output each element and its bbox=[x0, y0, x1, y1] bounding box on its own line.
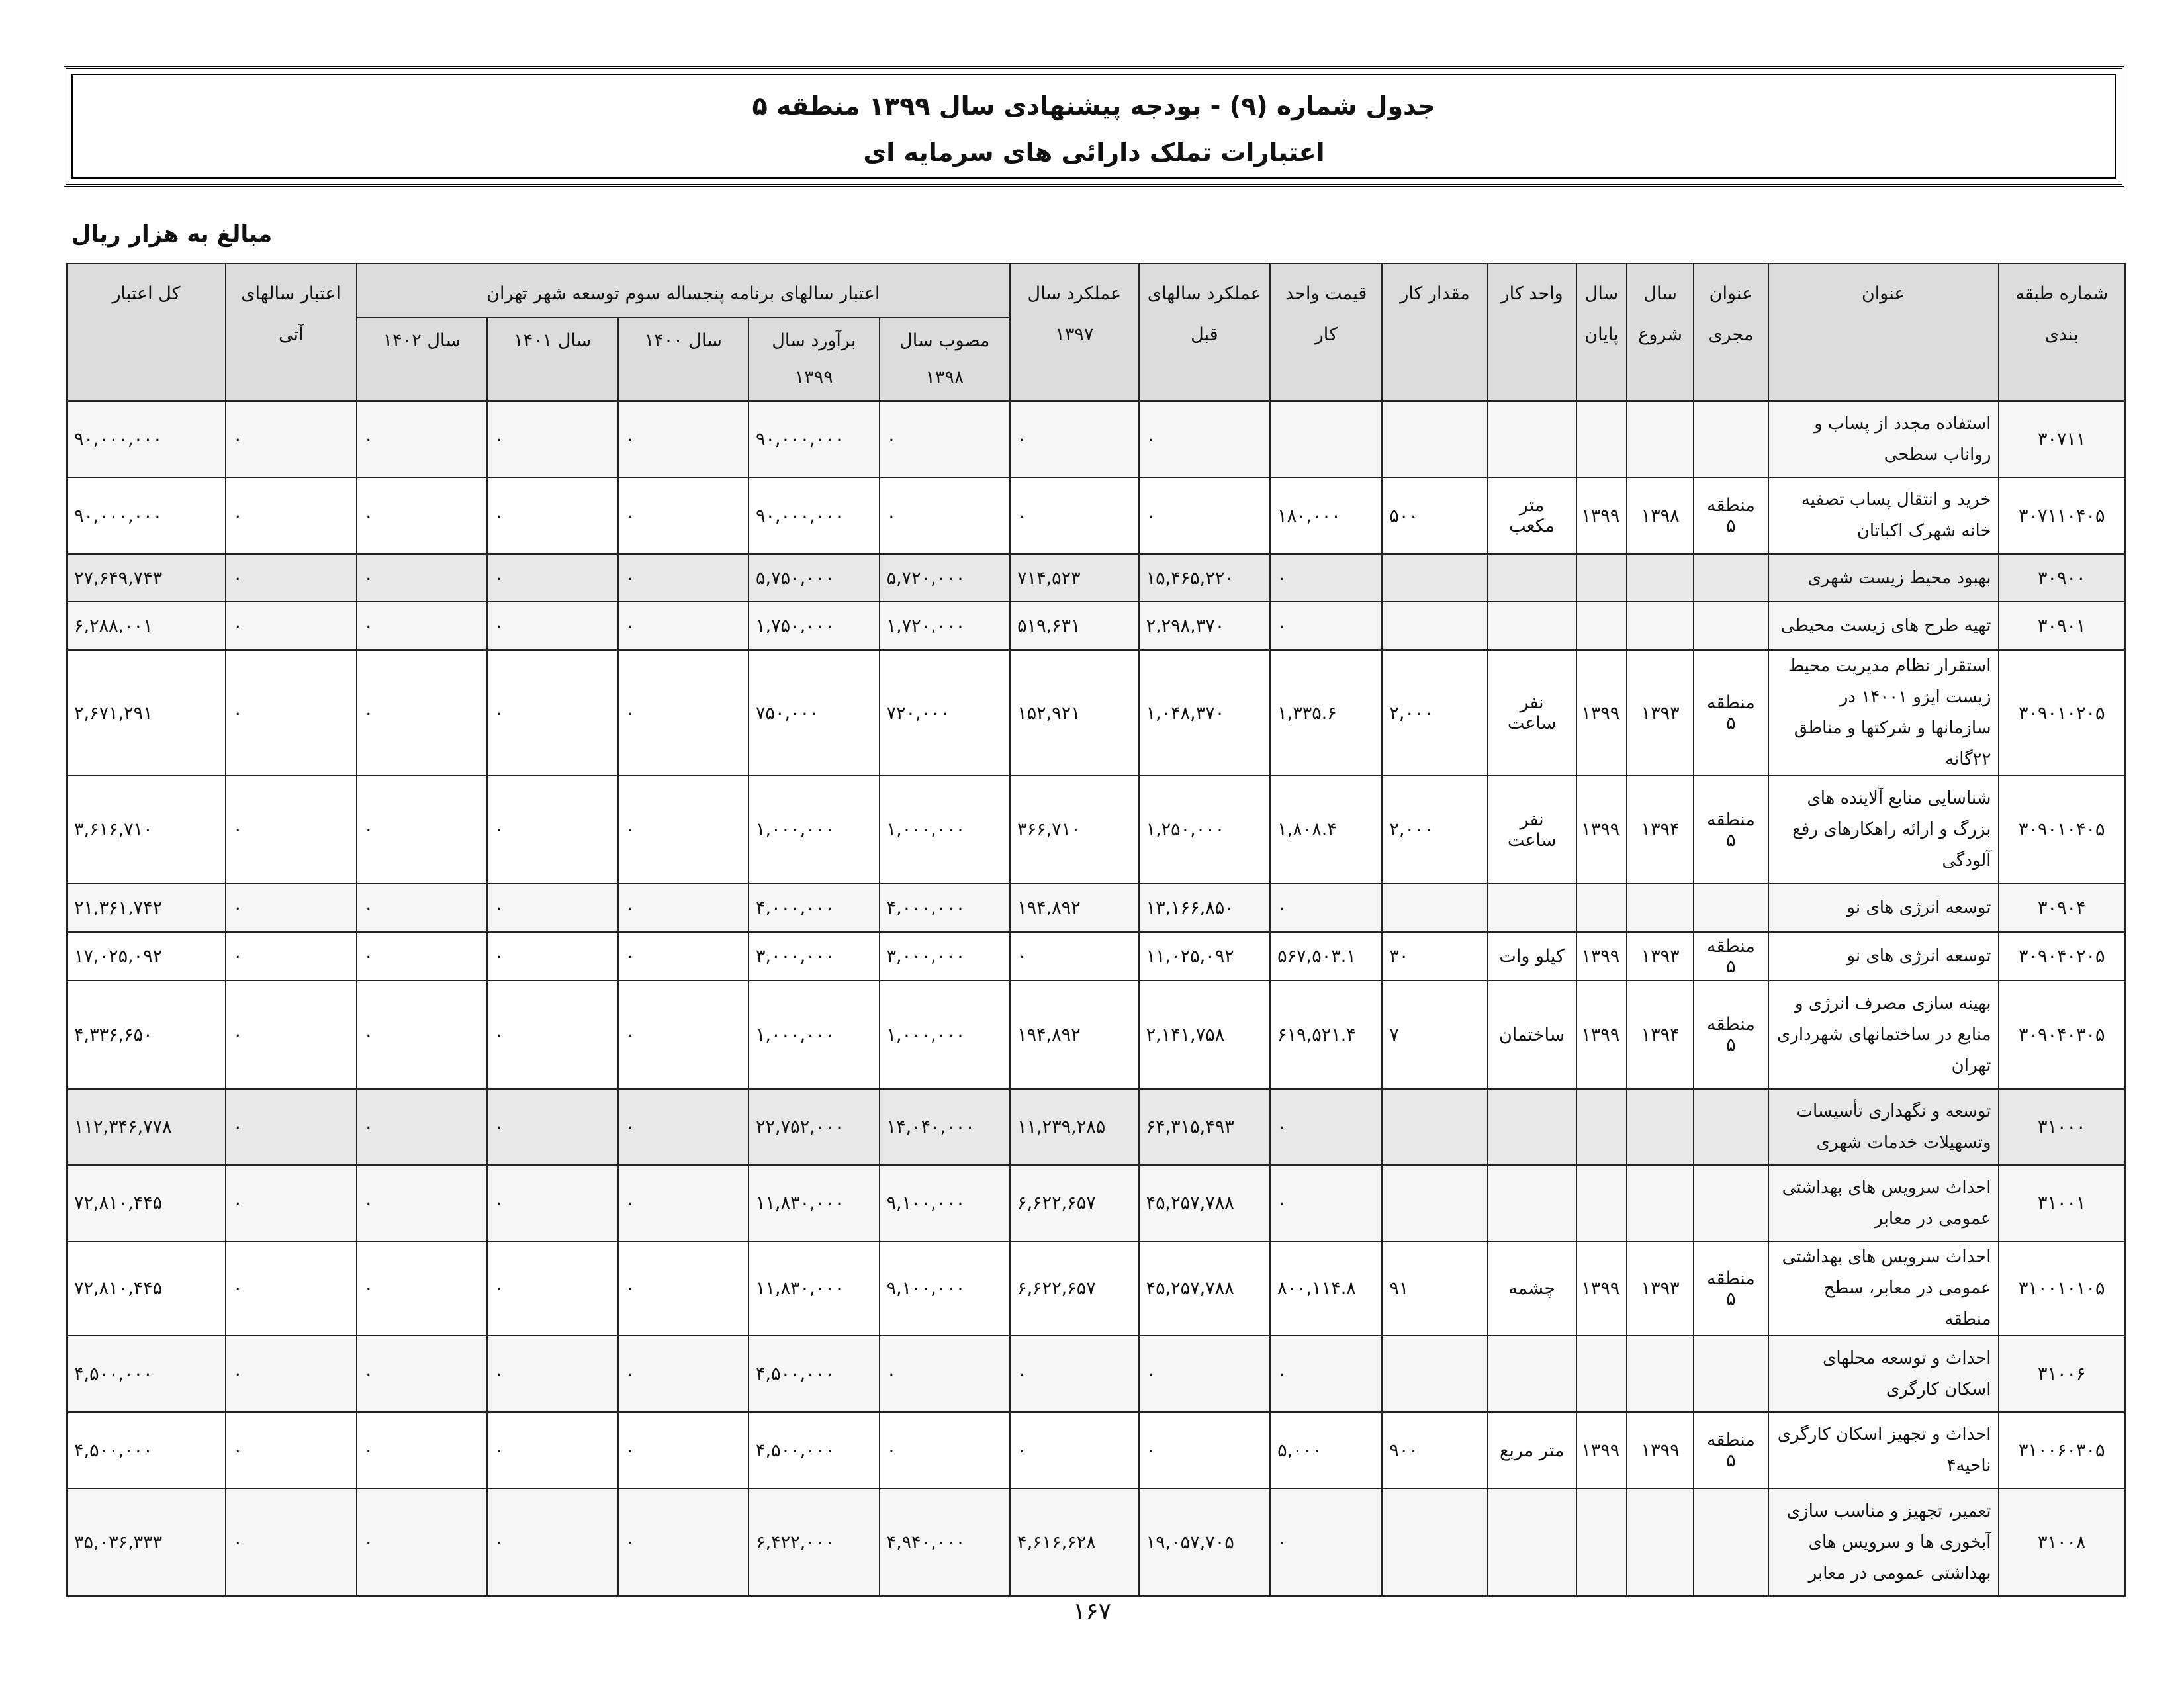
cell-perf-prev: ۰ bbox=[1139, 401, 1271, 477]
cell-approved-1398: ۱,۰۰۰,۰۰۰ bbox=[880, 980, 1011, 1089]
cell-unit bbox=[1488, 554, 1576, 602]
cell-estimate-1399: ۹۰,۰۰۰,۰۰۰ bbox=[749, 477, 880, 554]
cell-approved-1398: ۹,۱۰۰,۰۰۰ bbox=[880, 1241, 1011, 1336]
cell-unit: متر مربع bbox=[1488, 1412, 1576, 1489]
cell-approved-1398: ۰ bbox=[880, 477, 1011, 554]
cell-future: ۰ bbox=[226, 602, 357, 650]
cell-title: بهبود محیط زیست شهری bbox=[1768, 554, 1999, 602]
cell-year-1401: ۰ bbox=[487, 980, 618, 1089]
cell-unit-price: ۰ bbox=[1270, 1336, 1382, 1412]
cell-executor bbox=[1694, 1089, 1768, 1165]
cell-perf-prev: ۲,۱۴۱,۷۵۸ bbox=[1139, 980, 1271, 1089]
cell-year-1400: ۰ bbox=[618, 932, 749, 980]
cell-unit: چشمه bbox=[1488, 1241, 1576, 1336]
cell-total: ۲۱,۳۶۱,۷۴۲ bbox=[67, 884, 226, 932]
cell-executor bbox=[1694, 884, 1768, 932]
cell-unit: کیلو وات bbox=[1488, 932, 1576, 980]
cell-code: ۳۱۰۰۰ bbox=[1999, 1089, 2125, 1165]
cell-year-1401: ۰ bbox=[487, 1412, 618, 1489]
cell-year-1401: ۰ bbox=[487, 1336, 618, 1412]
cell-start-year bbox=[1627, 1165, 1694, 1241]
header-plan-group: اعتبار سالهای برنامه پنجساله سوم توسعه شهر تهران bbox=[357, 263, 1011, 318]
cell-approved-1398: ۴,۹۴۰,۰۰۰ bbox=[880, 1489, 1011, 1596]
table-row bbox=[67, 1165, 2125, 1241]
cell-year-1400: ۰ bbox=[618, 776, 749, 884]
cell-total: ۶,۲۸۸,۰۰۱ bbox=[67, 602, 226, 650]
cell-future: ۰ bbox=[226, 1412, 357, 1489]
cell-code: ۳۰۹۰۴ bbox=[1999, 884, 2125, 932]
cell-year-1400: ۰ bbox=[618, 554, 749, 602]
cell-quantity: ۲,۰۰۰ bbox=[1382, 650, 1487, 776]
cell-future: ۰ bbox=[226, 401, 357, 477]
header-year-1402: سال ۱۴۰۲ bbox=[357, 318, 488, 401]
cell-year-1400: ۰ bbox=[618, 477, 749, 554]
cell-perf-prev: ۱,۲۵۰,۰۰۰ bbox=[1139, 776, 1271, 884]
cell-quantity bbox=[1382, 1165, 1487, 1241]
cell-year-1402: ۰ bbox=[357, 1241, 488, 1336]
cell-unit-price: ۵,۰۰۰ bbox=[1270, 1412, 1382, 1489]
header-perf-1397: عملکرد سال ۱۳۹۷ bbox=[1010, 263, 1139, 401]
cell-year-1402: ۰ bbox=[357, 602, 488, 650]
cell-perf-1397: ۷۱۴,۵۲۳ bbox=[1010, 554, 1139, 602]
cell-unit-price: ۱,۸۰۸.۴ bbox=[1270, 776, 1382, 884]
cell-perf-1397: ۰ bbox=[1010, 477, 1139, 554]
cell-year-1401: ۰ bbox=[487, 1489, 618, 1596]
cell-future: ۰ bbox=[226, 932, 357, 980]
cell-estimate-1399: ۷۵۰,۰۰۰ bbox=[749, 650, 880, 776]
cell-perf-prev: ۲,۲۹۸,۳۷۰ bbox=[1139, 602, 1271, 650]
cell-future: ۰ bbox=[226, 1489, 357, 1596]
cell-quantity: ۹۰۰ bbox=[1382, 1412, 1487, 1489]
cell-executor: منطقه ۵ bbox=[1694, 477, 1768, 554]
cell-perf-prev: ۱۳,۱۶۶,۸۵۰ bbox=[1139, 884, 1271, 932]
header-quantity: مقدار کار bbox=[1382, 263, 1487, 401]
cell-unit bbox=[1488, 1489, 1576, 1596]
cell-approved-1398: ۵,۷۲۰,۰۰۰ bbox=[880, 554, 1011, 602]
cell-start-year: ۱۳۹۳ bbox=[1627, 1241, 1694, 1336]
cell-total: ۴,۵۰۰,۰۰۰ bbox=[67, 1412, 226, 1489]
cell-total: ۹۰,۰۰۰,۰۰۰ bbox=[67, 477, 226, 554]
cell-estimate-1399: ۴,۵۰۰,۰۰۰ bbox=[749, 1336, 880, 1412]
cell-executor bbox=[1694, 401, 1768, 477]
cell-title: تهیه طرح های زیست محیطی bbox=[1768, 602, 1999, 650]
cell-estimate-1399: ۱۱,۸۳۰,۰۰۰ bbox=[749, 1165, 880, 1241]
cell-unit bbox=[1488, 1089, 1576, 1165]
cell-total: ۱۱۲,۳۴۶,۷۷۸ bbox=[67, 1089, 226, 1165]
cell-end-year bbox=[1576, 1165, 1627, 1241]
header-unit-price: قیمت واحد کار bbox=[1270, 263, 1382, 401]
document-title: جدول شماره (۹) - بودجه پیشنهادی سال ۱۳۹۹ منطقه ۵ bbox=[752, 91, 1436, 120]
table-row bbox=[67, 1412, 2125, 1489]
cell-unit bbox=[1488, 1336, 1576, 1412]
cell-title: توسعه انرژی های نو bbox=[1768, 884, 1999, 932]
cell-year-1401: ۰ bbox=[487, 477, 618, 554]
cell-executor bbox=[1694, 1336, 1768, 1412]
cell-end-year: ۱۳۹۹ bbox=[1576, 1412, 1627, 1489]
cell-total: ۲,۶۷۱,۲۹۱ bbox=[67, 650, 226, 776]
header-total: کل اعتبار bbox=[67, 263, 226, 401]
cell-perf-prev: ۴۵,۲۵۷,۷۸۸ bbox=[1139, 1165, 1271, 1241]
cell-title: توسعه انرژی های نو bbox=[1768, 932, 1999, 980]
cell-quantity: ۲,۰۰۰ bbox=[1382, 776, 1487, 884]
cell-title: توسعه و نگهداری تأسیسات وتسهیلات خدمات شهری bbox=[1768, 1089, 1999, 1165]
cell-year-1402: ۰ bbox=[357, 1336, 488, 1412]
header-year-1400: سال ۱۴۰۰ bbox=[618, 318, 749, 401]
table-row bbox=[67, 554, 2125, 602]
cell-perf-prev: ۱۱,۰۲۵,۰۹۲ bbox=[1139, 932, 1271, 980]
cell-perf-prev: ۰ bbox=[1139, 477, 1271, 554]
cell-year-1400: ۰ bbox=[618, 1489, 749, 1596]
cell-estimate-1399: ۱,۰۰۰,۰۰۰ bbox=[749, 980, 880, 1089]
cell-year-1402: ۰ bbox=[357, 1165, 488, 1241]
cell-approved-1398: ۴,۰۰۰,۰۰۰ bbox=[880, 884, 1011, 932]
cell-perf-1397: ۶,۶۲۲,۶۵۷ bbox=[1010, 1165, 1139, 1241]
header-executor: عنوان مجری bbox=[1694, 263, 1768, 401]
cell-start-year: ۱۳۹۳ bbox=[1627, 650, 1694, 776]
cell-code: ۳۰۹۰۴۰۲۰۵ bbox=[1999, 932, 2125, 980]
cell-unit-price: ۶۱۹,۵۲۱.۴ bbox=[1270, 980, 1382, 1089]
cell-perf-prev: ۶۴,۳۱۵,۴۹۳ bbox=[1139, 1089, 1271, 1165]
cell-unit-price: ۰ bbox=[1270, 884, 1382, 932]
cell-approved-1398: ۱,۰۰۰,۰۰۰ bbox=[880, 776, 1011, 884]
cell-perf-prev: ۱,۰۴۸,۳۷۰ bbox=[1139, 650, 1271, 776]
cell-estimate-1399: ۲۲,۷۵۲,۰۰۰ bbox=[749, 1089, 880, 1165]
cell-end-year: ۱۳۹۹ bbox=[1576, 776, 1627, 884]
cell-quantity: ۷ bbox=[1382, 980, 1487, 1089]
cell-unit bbox=[1488, 602, 1576, 650]
header-end-year: سال پایان bbox=[1576, 263, 1627, 401]
cell-year-1401: ۰ bbox=[487, 650, 618, 776]
unit-note: مبالغ به هزار ریال bbox=[71, 221, 273, 248]
cell-end-year: ۱۳۹۹ bbox=[1576, 980, 1627, 1089]
cell-total: ۱۷,۰۲۵,۰۹۲ bbox=[67, 932, 226, 980]
cell-end-year bbox=[1576, 1489, 1627, 1596]
cell-year-1402: ۰ bbox=[357, 477, 488, 554]
cell-future: ۰ bbox=[226, 1165, 357, 1241]
cell-code: ۳۰۷۱۱۰۴۰۵ bbox=[1999, 477, 2125, 554]
cell-unit: نفر ساعت bbox=[1488, 650, 1576, 776]
cell-executor bbox=[1694, 1489, 1768, 1596]
table-row bbox=[67, 884, 2125, 932]
cell-year-1400: ۰ bbox=[618, 401, 749, 477]
cell-future: ۰ bbox=[226, 884, 357, 932]
cell-title: استقرار نظام مدیریت محیط زیست ایزو ۱۴۰۰۱ در سازمانها و شرکتها و مناطق ۲۲گانه bbox=[1768, 650, 1999, 776]
table-row bbox=[67, 1489, 2125, 1596]
cell-executor bbox=[1694, 1165, 1768, 1241]
cell-unit-price: ۸۰۰,۱۱۴.۸ bbox=[1270, 1241, 1382, 1336]
header-perf-prev: عملکرد سالهای قبل bbox=[1139, 263, 1271, 401]
cell-year-1401: ۰ bbox=[487, 1089, 618, 1165]
table-row bbox=[67, 1089, 2125, 1165]
table-row bbox=[67, 932, 2125, 980]
cell-estimate-1399: ۳,۰۰۰,۰۰۰ bbox=[749, 932, 880, 980]
cell-start-year bbox=[1627, 1489, 1694, 1596]
cell-approved-1398: ۰ bbox=[880, 1336, 1011, 1412]
cell-code: ۳۱۰۰۸ bbox=[1999, 1489, 2125, 1596]
cell-perf-prev: ۱۵,۴۶۵,۲۲۰ bbox=[1139, 554, 1271, 602]
cell-code: ۳۰۹۰۱۰۲۰۵ bbox=[1999, 650, 2125, 776]
cell-unit bbox=[1488, 1165, 1576, 1241]
cell-executor: منطقه ۵ bbox=[1694, 1412, 1768, 1489]
cell-code: ۳۰۹۰۰ bbox=[1999, 554, 2125, 602]
cell-approved-1398: ۱,۷۲۰,۰۰۰ bbox=[880, 602, 1011, 650]
cell-end-year bbox=[1576, 602, 1627, 650]
cell-year-1400: ۰ bbox=[618, 980, 749, 1089]
cell-future: ۰ bbox=[226, 1241, 357, 1336]
cell-year-1400: ۰ bbox=[618, 1412, 749, 1489]
cell-estimate-1399: ۱,۰۰۰,۰۰۰ bbox=[749, 776, 880, 884]
cell-approved-1398: ۳,۰۰۰,۰۰۰ bbox=[880, 932, 1011, 980]
cell-perf-1397: ۰ bbox=[1010, 1336, 1139, 1412]
cell-approved-1398: ۹,۱۰۰,۰۰۰ bbox=[880, 1165, 1011, 1241]
cell-year-1402: ۰ bbox=[357, 1489, 488, 1596]
cell-perf-1397: ۳۶۶,۷۱۰ bbox=[1010, 776, 1139, 884]
cell-end-year bbox=[1576, 1089, 1627, 1165]
cell-year-1401: ۰ bbox=[487, 776, 618, 884]
cell-title: استفاده مجدد از پساب و رواناب سطحی bbox=[1768, 401, 1999, 477]
header-estimate-1399: برآورد سال ۱۳۹۹ bbox=[749, 318, 880, 401]
cell-estimate-1399: ۱۱,۸۳۰,۰۰۰ bbox=[749, 1241, 880, 1336]
cell-start-year: ۱۳۹۹ bbox=[1627, 1412, 1694, 1489]
table-row bbox=[67, 1336, 2125, 1412]
cell-quantity bbox=[1382, 884, 1487, 932]
cell-future: ۰ bbox=[226, 980, 357, 1089]
header-title: عنوان bbox=[1768, 263, 1999, 401]
table-row bbox=[67, 980, 2125, 1089]
document-subtitle: اعتبارات تملک دارائی های سرمایه ای bbox=[863, 138, 1325, 167]
cell-start-year: ۱۳۹۳ bbox=[1627, 932, 1694, 980]
header-start-year: سال شروع bbox=[1627, 263, 1694, 401]
cell-quantity: ۵۰۰ bbox=[1382, 477, 1487, 554]
cell-year-1401: ۰ bbox=[487, 401, 618, 477]
header-future: اعتبار سالهای آتی bbox=[226, 263, 357, 401]
cell-perf-1397: ۶,۶۲۲,۶۵۷ bbox=[1010, 1241, 1139, 1336]
cell-executor: منطقه ۵ bbox=[1694, 932, 1768, 980]
cell-total: ۳۵,۰۳۶,۳۳۳ bbox=[67, 1489, 226, 1596]
cell-year-1401: ۰ bbox=[487, 1241, 618, 1336]
cell-total: ۴,۵۰۰,۰۰۰ bbox=[67, 1336, 226, 1412]
cell-total: ۴,۳۳۶,۶۵۰ bbox=[67, 980, 226, 1089]
cell-unit: متر مکعب bbox=[1488, 477, 1576, 554]
cell-unit-price: ۱,۳۳۵.۶ bbox=[1270, 650, 1382, 776]
cell-perf-prev: ۰ bbox=[1139, 1412, 1271, 1489]
budget-table bbox=[66, 263, 2126, 1597]
cell-quantity bbox=[1382, 554, 1487, 602]
cell-year-1400: ۰ bbox=[618, 1165, 749, 1241]
cell-unit-price: ۵۶۷,۵۰۳.۱ bbox=[1270, 932, 1382, 980]
cell-executor: منطقه ۵ bbox=[1694, 1241, 1768, 1336]
cell-code: ۳۰۹۰۴۰۳۰۵ bbox=[1999, 980, 2125, 1089]
cell-total: ۲۷,۶۴۹,۷۴۳ bbox=[67, 554, 226, 602]
cell-code: ۳۱۰۰۶ bbox=[1999, 1336, 2125, 1412]
cell-start-year bbox=[1627, 1089, 1694, 1165]
cell-code: ۳۱۰۰۶۰۳۰۵ bbox=[1999, 1412, 2125, 1489]
cell-perf-prev: ۱۹,۰۵۷,۷۰۵ bbox=[1139, 1489, 1271, 1596]
cell-quantity: ۳۰ bbox=[1382, 932, 1487, 980]
cell-start-year bbox=[1627, 884, 1694, 932]
cell-total: ۳,۶۱۶,۷۱۰ bbox=[67, 776, 226, 884]
cell-start-year bbox=[1627, 401, 1694, 477]
cell-total: ۷۲,۸۱۰,۴۴۵ bbox=[67, 1241, 226, 1336]
cell-start-year bbox=[1627, 602, 1694, 650]
cell-end-year bbox=[1576, 1336, 1627, 1412]
cell-perf-1397: ۰ bbox=[1010, 401, 1139, 477]
cell-quantity bbox=[1382, 602, 1487, 650]
cell-estimate-1399: ۴,۵۰۰,۰۰۰ bbox=[749, 1412, 880, 1489]
cell-year-1400: ۰ bbox=[618, 1336, 749, 1412]
cell-year-1402: ۰ bbox=[357, 554, 488, 602]
cell-year-1401: ۰ bbox=[487, 602, 618, 650]
cell-quantity bbox=[1382, 1089, 1487, 1165]
cell-code: ۳۰۷۱۱ bbox=[1999, 401, 2125, 477]
cell-title: احداث سرویس های بهداشتی عمومی در معابر، سطح منطقه bbox=[1768, 1241, 1999, 1336]
cell-approved-1398: ۱۴,۰۴۰,۰۰۰ bbox=[880, 1089, 1011, 1165]
cell-estimate-1399: ۹۰,۰۰۰,۰۰۰ bbox=[749, 401, 880, 477]
cell-year-1402: ۰ bbox=[357, 650, 488, 776]
cell-year-1400: ۰ bbox=[618, 650, 749, 776]
table-row bbox=[67, 602, 2125, 650]
cell-end-year: ۱۳۹۹ bbox=[1576, 650, 1627, 776]
cell-year-1401: ۰ bbox=[487, 554, 618, 602]
cell-start-year bbox=[1627, 554, 1694, 602]
cell-perf-1397: ۴,۶۱۶,۶۲۸ bbox=[1010, 1489, 1139, 1596]
cell-year-1402: ۰ bbox=[357, 932, 488, 980]
table-row bbox=[67, 776, 2125, 884]
cell-perf-1397: ۰ bbox=[1010, 1412, 1139, 1489]
cell-perf-1397: ۱۹۴,۸۹۲ bbox=[1010, 884, 1139, 932]
cell-year-1400: ۰ bbox=[618, 602, 749, 650]
cell-executor: منطقه ۵ bbox=[1694, 776, 1768, 884]
cell-perf-1397: ۰ bbox=[1010, 932, 1139, 980]
cell-year-1402: ۰ bbox=[357, 1412, 488, 1489]
cell-end-year bbox=[1576, 884, 1627, 932]
cell-unit-price: ۰ bbox=[1270, 1165, 1382, 1241]
cell-code: ۳۰۹۰۱ bbox=[1999, 602, 2125, 650]
cell-estimate-1399: ۴,۰۰۰,۰۰۰ bbox=[749, 884, 880, 932]
table-row bbox=[67, 1241, 2125, 1336]
cell-unit-price: ۰ bbox=[1270, 1089, 1382, 1165]
cell-perf-prev: ۴۵,۲۵۷,۷۸۸ bbox=[1139, 1241, 1271, 1336]
cell-perf-1397: ۱۱,۲۳۹,۲۸۵ bbox=[1010, 1089, 1139, 1165]
cell-quantity: ۹۱ bbox=[1382, 1241, 1487, 1336]
cell-end-year: ۱۳۹۹ bbox=[1576, 1241, 1627, 1336]
cell-perf-prev: ۰ bbox=[1139, 1336, 1271, 1412]
cell-year-1401: ۰ bbox=[487, 932, 618, 980]
header-year-1401: سال ۱۴۰۱ bbox=[487, 318, 618, 401]
cell-title: تعمیر، تجهیز و مناسب سازی آبخوری ها و سرویس های بهداشتی عمومی در معابر bbox=[1768, 1489, 1999, 1596]
cell-year-1402: ۰ bbox=[357, 776, 488, 884]
cell-approved-1398: ۷۲۰,۰۰۰ bbox=[880, 650, 1011, 776]
cell-title: احداث سرویس های بهداشتی عمومی در معابر bbox=[1768, 1165, 1999, 1241]
cell-perf-1397: ۱۵۲,۹۲۱ bbox=[1010, 650, 1139, 776]
cell-year-1400: ۰ bbox=[618, 1241, 749, 1336]
cell-end-year bbox=[1576, 554, 1627, 602]
header-approved-1398: مصوب سال ۱۳۹۸ bbox=[880, 318, 1011, 401]
cell-unit-price bbox=[1270, 401, 1382, 477]
cell-future: ۰ bbox=[226, 1089, 357, 1165]
cell-unit-price: ۱۸۰,۰۰۰ bbox=[1270, 477, 1382, 554]
cell-total: ۷۲,۸۱۰,۴۴۵ bbox=[67, 1165, 226, 1241]
cell-quantity bbox=[1382, 1336, 1487, 1412]
table-row bbox=[67, 650, 2125, 776]
header-code: شماره طبقه بندی bbox=[1999, 263, 2125, 401]
cell-end-year: ۱۳۹۹ bbox=[1576, 932, 1627, 980]
cell-future: ۰ bbox=[226, 1336, 357, 1412]
cell-code: ۳۱۰۰۱۰۱۰۵ bbox=[1999, 1241, 2125, 1336]
cell-year-1401: ۰ bbox=[487, 1165, 618, 1241]
cell-year-1402: ۰ bbox=[357, 401, 488, 477]
cell-year-1400: ۰ bbox=[618, 1089, 749, 1165]
cell-future: ۰ bbox=[226, 650, 357, 776]
cell-title: احداث و تجهیز اسکان کارگری ناحیه۴ bbox=[1768, 1412, 1999, 1489]
cell-estimate-1399: ۶,۴۲۲,۰۰۰ bbox=[749, 1489, 880, 1596]
cell-unit-price: ۰ bbox=[1270, 554, 1382, 602]
cell-year-1401: ۰ bbox=[487, 884, 618, 932]
cell-year-1400: ۰ bbox=[618, 884, 749, 932]
cell-title: احداث و توسعه محلهای اسکان کارگری bbox=[1768, 1336, 1999, 1412]
cell-unit: ساختمان bbox=[1488, 980, 1576, 1089]
cell-title: خرید و انتقال پساب تصفیه خانه شهرک اکباتان bbox=[1768, 477, 1999, 554]
cell-unit bbox=[1488, 401, 1576, 477]
cell-estimate-1399: ۱,۷۵۰,۰۰۰ bbox=[749, 602, 880, 650]
cell-unit-price: ۰ bbox=[1270, 602, 1382, 650]
cell-executor bbox=[1694, 554, 1768, 602]
cell-title: بهینه سازی مصرف انرژی و منابع در ساختمانهای شهرداری تهران bbox=[1768, 980, 1999, 1089]
cell-unit: نفر ساعت bbox=[1488, 776, 1576, 884]
table-row bbox=[67, 401, 2125, 477]
cell-future: ۰ bbox=[226, 776, 357, 884]
cell-approved-1398: ۰ bbox=[880, 1412, 1011, 1489]
page-number: ۱۶۷ bbox=[1072, 1598, 1111, 1625]
cell-executor bbox=[1694, 602, 1768, 650]
cell-start-year: ۱۳۹۴ bbox=[1627, 776, 1694, 884]
cell-estimate-1399: ۵,۷۵۰,۰۰۰ bbox=[749, 554, 880, 602]
cell-end-year bbox=[1576, 401, 1627, 477]
cell-year-1402: ۰ bbox=[357, 1089, 488, 1165]
cell-perf-1397: ۱۹۴,۸۹۲ bbox=[1010, 980, 1139, 1089]
cell-year-1402: ۰ bbox=[357, 884, 488, 932]
cell-quantity bbox=[1382, 401, 1487, 477]
cell-end-year: ۱۳۹۹ bbox=[1576, 477, 1627, 554]
cell-start-year: ۱۳۹۴ bbox=[1627, 980, 1694, 1089]
cell-approved-1398: ۰ bbox=[880, 401, 1011, 477]
cell-quantity bbox=[1382, 1489, 1487, 1596]
cell-code: ۳۰۹۰۱۰۴۰۵ bbox=[1999, 776, 2125, 884]
cell-perf-1397: ۵۱۹,۶۳۱ bbox=[1010, 602, 1139, 650]
cell-future: ۰ bbox=[226, 554, 357, 602]
cell-start-year: ۱۳۹۸ bbox=[1627, 477, 1694, 554]
header-unit: واحد کار bbox=[1488, 263, 1576, 401]
cell-total: ۹۰,۰۰۰,۰۰۰ bbox=[67, 401, 226, 477]
cell-title: شناسایی منابع آلاینده های بزرگ و ارائه راهکارهای رفع آلودگی bbox=[1768, 776, 1999, 884]
cell-start-year bbox=[1627, 1336, 1694, 1412]
cell-unit bbox=[1488, 884, 1576, 932]
cell-code: ۳۱۰۰۱ bbox=[1999, 1165, 2125, 1241]
cell-unit-price: ۰ bbox=[1270, 1489, 1382, 1596]
cell-executor: منطقه ۵ bbox=[1694, 650, 1768, 776]
cell-year-1402: ۰ bbox=[357, 980, 488, 1089]
cell-executor: منطقه ۵ bbox=[1694, 980, 1768, 1089]
table-row bbox=[67, 477, 2125, 554]
title-box bbox=[64, 66, 2124, 187]
cell-future: ۰ bbox=[226, 477, 357, 554]
